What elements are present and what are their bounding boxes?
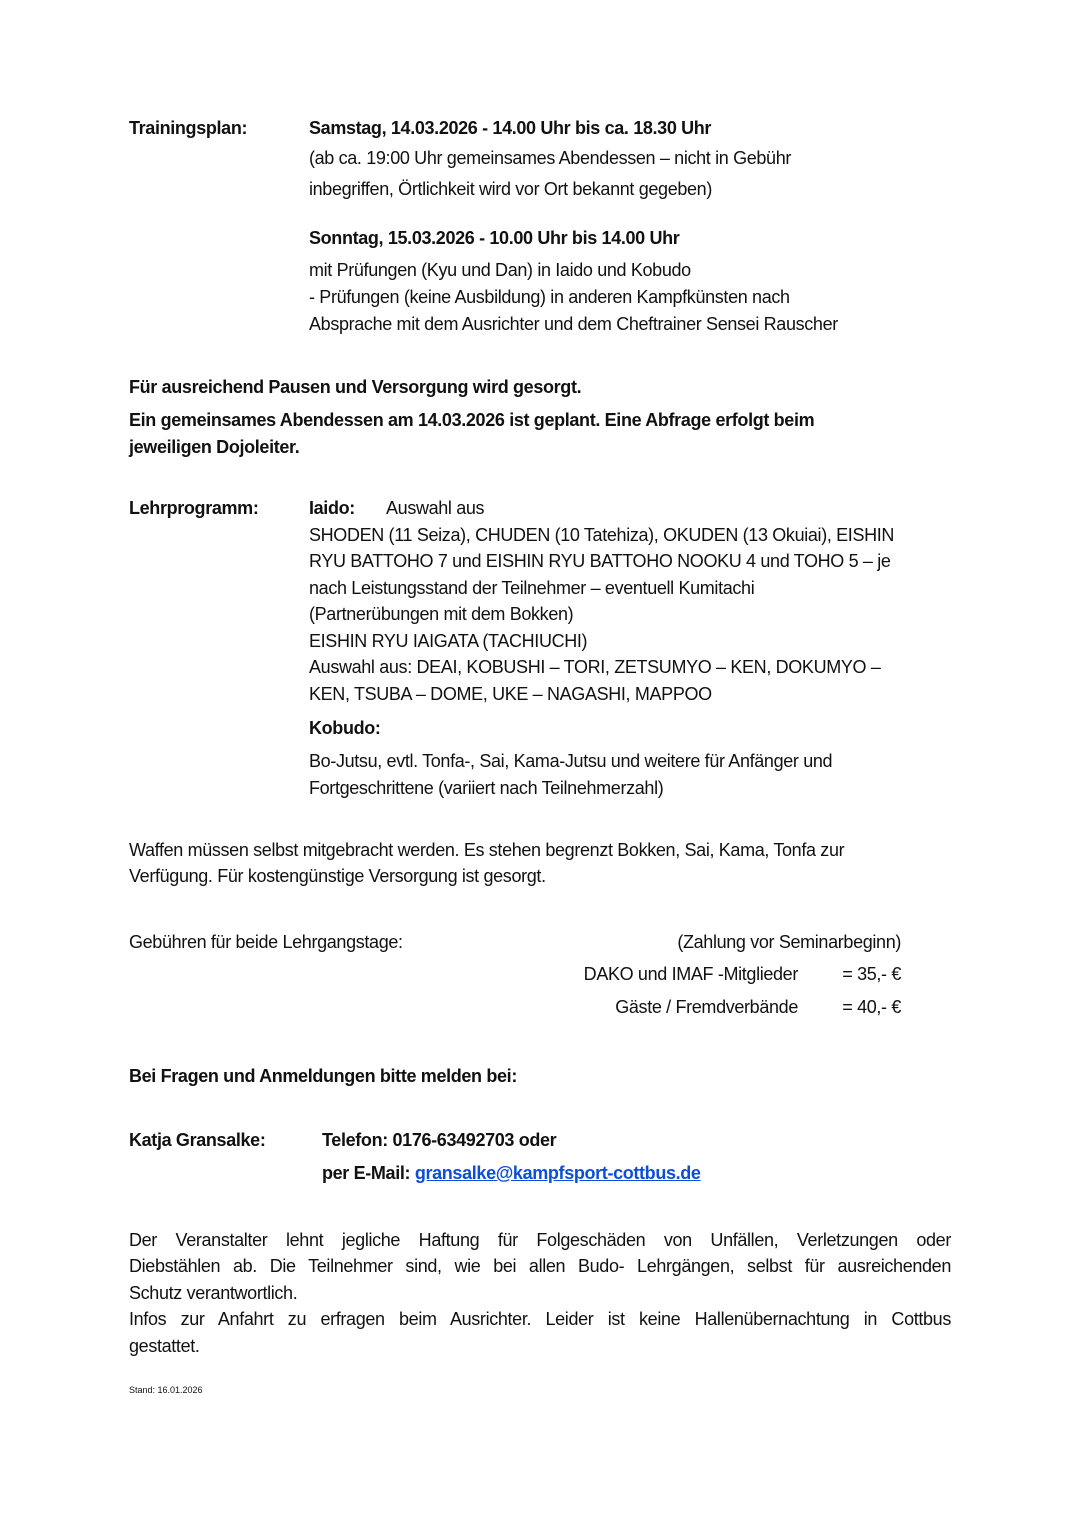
contact-email-row bbox=[322, 1162, 701, 1184]
kobudo-heading: Kobudo: bbox=[309, 718, 381, 738]
fee-group: Gäste / Fremdverbände bbox=[615, 997, 798, 1017]
contact-email-link[interactable]: gransalke@kampfsport-cottbus.de bbox=[414, 1163, 701, 1183]
saturday-note-line: (ab ca. 19:00 Uhr gemeinsames Abendessen – nicht in Gebühr bbox=[309, 148, 792, 168]
iaido-line: (Partnerübungen mit dem Bokken) bbox=[309, 604, 574, 624]
iaido-line: KEN, TSUBA – DOME, UKE – NAGASHI, MAPPOO bbox=[309, 684, 712, 704]
contact-phone: Telefon: 0176-63492703 oder bbox=[322, 1130, 557, 1150]
stand-date: Stand: 16.01.2026 bbox=[129, 1385, 203, 1395]
iaido-line: SHODEN (11 Seiza), CHUDEN (10 Tatehiza), OKUDEN (13 Okuiai), EISHIN bbox=[309, 525, 895, 545]
anfahrt-line: Infos zur Anfahrt zu erfragen beim Ausrichter. Leider ist keine Hallenübernachtung in Cottbus bbox=[129, 1309, 951, 1329]
kobudo-line: Bo-Jutsu, evtl. Tonfa-, Sai, Kama-Jutsu und weitere für Anfänger und bbox=[309, 751, 833, 771]
kobudo-line: Fortgeschrittene (variiert nach Teilnehmerzahl) bbox=[309, 778, 664, 798]
iaido-line: EISHIN RYU IAIGATA (TACHIUCHI) bbox=[309, 631, 588, 651]
contact-email-label: per E-Mail: bbox=[322, 1163, 411, 1183]
waffen-line: Waffen müssen selbst mitgebracht werden. Es stehen begrenzt Bokken, Sai, Kama, Tonfa zur bbox=[129, 840, 845, 860]
iaido-line: nach Leistungsstand der Teilnehmer – eventuell Kumitachi bbox=[309, 578, 755, 598]
iaido-line: Auswahl aus: DEAI, KOBUSHI – TORI, ZETSUMYO – KEN, DOKUMYO – bbox=[309, 657, 881, 677]
saturday-note-line: inbegriffen, Örtlichkeit wird vor Ort bekannt gegeben) bbox=[309, 179, 712, 199]
sunday-heading: Sonntag, 15.03.2026 - 10.00 Uhr bis 14.00 Uhr bbox=[309, 228, 680, 248]
sunday-note-line: Absprache mit dem Ausrichter und dem Cheftrainer Sensei Rauscher bbox=[309, 314, 838, 334]
waffen-line: Verfügung. Für kostengünstige Versorgung ist gesorgt. bbox=[129, 866, 546, 886]
pausen-note: Für ausreichend Pausen und Versorgung wird gesorgt. bbox=[129, 377, 582, 397]
contact-name: Katja Gransalke: bbox=[129, 1130, 266, 1150]
abendessen-note-line: Ein gemeinsames Abendessen am 14.03.2026 ist geplant. Eine Abfrage erfolgt beim bbox=[129, 410, 815, 430]
saturday-heading: Samstag, 14.03.2026 - 14.00 Uhr bis ca. 18.30 Uhr bbox=[309, 118, 712, 138]
lehrprogramm-label: Lehrprogramm: bbox=[129, 498, 259, 518]
fee-price: = 35,- € bbox=[842, 964, 901, 984]
disclaimer-line: Diebstählen ab. Die Teilnehmer sind, wie bei allen Budo- Lehrgängen, selbst für ausreichenden bbox=[129, 1256, 951, 1276]
anfahrt-line: gestattet. bbox=[129, 1336, 200, 1356]
gebuehren-label: Gebühren für beide Lehrgangstage: bbox=[129, 932, 403, 952]
disclaimer-line: Der Veranstalter lehnt jegliche Haftung für Folgeschäden von Unfällen, Verletzungen oder bbox=[129, 1230, 951, 1250]
iaido-intro: Auswahl aus bbox=[386, 498, 485, 518]
iaido-line: RYU BATTOHO 7 und EISHIN RYU BATTOHO NOOKU 4 und TOHO 5 – je bbox=[309, 551, 891, 571]
kontakt-heading: Bei Fragen und Anmeldungen bitte melden bei: bbox=[129, 1066, 517, 1086]
sunday-note-line: - Prüfungen (keine Ausbildung) in anderen Kampfkünsten nach bbox=[309, 287, 790, 307]
sunday-note-line: mit Prüfungen (Kyu und Dan) in Iaido und Kobudo bbox=[309, 260, 691, 280]
fee-price: = 40,- € bbox=[842, 997, 901, 1017]
fee-group: DAKO und IMAF -Mitglieder bbox=[583, 964, 798, 984]
payment-note: (Zahlung vor Seminarbeginn) bbox=[677, 932, 901, 952]
disclaimer-line: Schutz verantwortlich. bbox=[129, 1283, 298, 1303]
trainingsplan-label: Trainingsplan: bbox=[129, 118, 248, 138]
iaido-heading: Iaido: bbox=[309, 498, 355, 518]
abendessen-note-line: jeweiligen Dojoleiter. bbox=[129, 437, 300, 457]
